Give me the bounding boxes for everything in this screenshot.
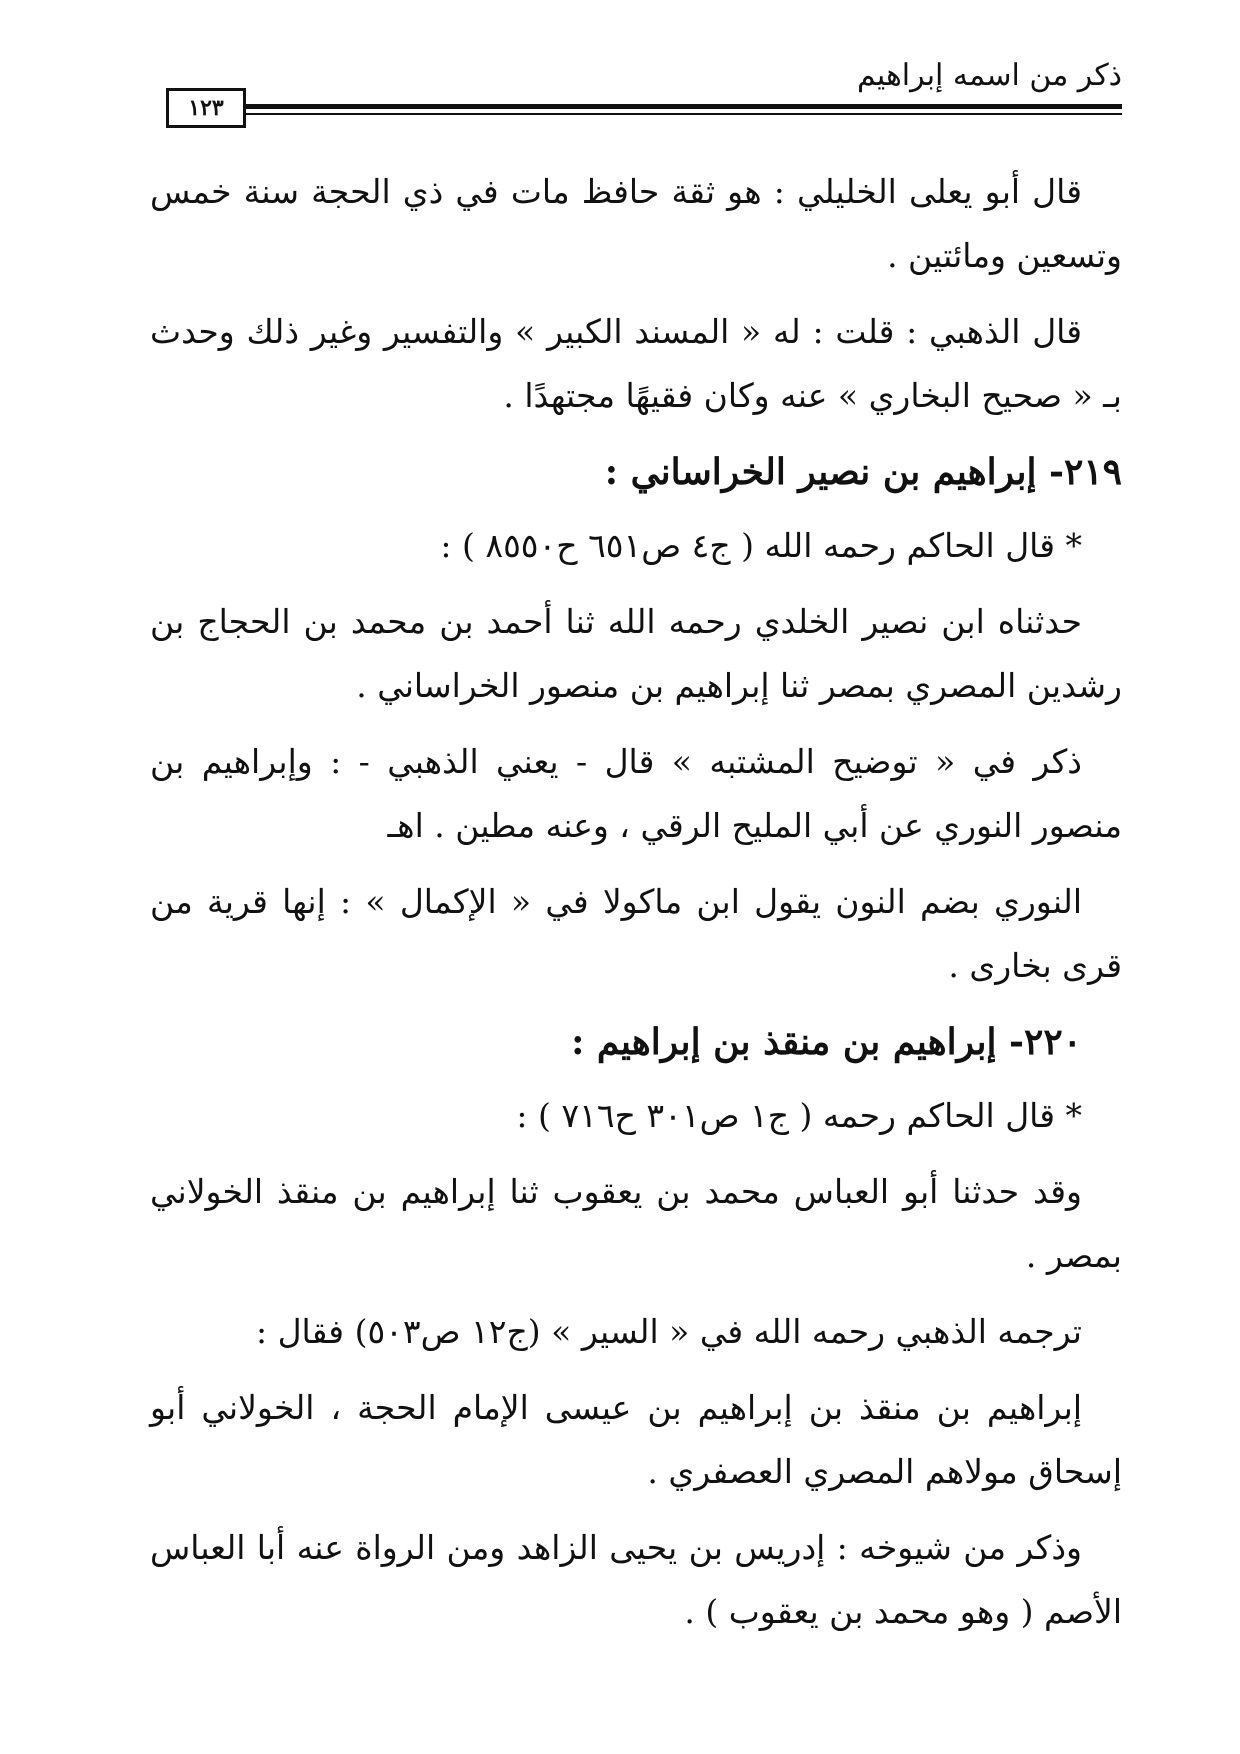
paragraph-tawdih: ذكر في « توضيح المشتبه » قال - يعني الذهبي - : وإبراهيم بن منصور النوري عن أبي المليح الرقي ، وعنه مطين . اهـ — [150, 742, 1122, 845]
entry-heading-220: ٢٢٠- إبراهيم بن منقذ بن إبراهيم : — [571, 1021, 1082, 1063]
paragraph-siyar: ترجمه الذهبي رحمه الله في « السير » (ج١٢ ص٥٠٣) فقال : — [255, 1312, 1082, 1351]
paragraph-isnad-220: وقد حدثنا أبو العباس محمد بن يعقوب ثنا إبراهيم بن منقذ الخولاني بمصر . — [150, 1172, 1122, 1275]
paragraph-biography: إبراهيم بن منقذ بن إبراهيم بن عيسى الإمام الحجة ، الخولاني أبو إسحاق مولاهم المصري العصفري . — [150, 1388, 1122, 1491]
page-number: ١٢٣ — [166, 88, 246, 128]
paragraph-isnad-219: حدثناه ابن نصير الخلدي رحمه الله ثنا أحمد بن محمد بن الحجاج بن رشدين المصري بمصر ثنا إبراهيم بن منصور الخراساني . — [150, 602, 1122, 705]
paragraph-khalili: قال أبو يعلى الخليلي : هو ثقة حافظ مات في ذي الحجة سنة خمس وتسعين ومائتين . — [150, 172, 1122, 275]
paragraph-hakim-reference-219: * قال الحاكم رحمه الله ( ج٤ ص٦٥١ ح٨٥٥٠ ) : — [440, 526, 1082, 565]
page-body — [150, 160, 1122, 1656]
entry-heading-219: ٢١٩- إبراهيم بن نصير الخراساني : — [604, 451, 1122, 493]
paragraph-shuyukh: وذكر من شيوخه : إدريس بن يحيى الزاهد ومن الرواة عنه أبا العباس الأصم ( وهو محمد بن يعقوب ) . — [150, 1528, 1122, 1631]
paragraph-hakim-reference-220: * قال الحاكم رحمه ( ج١ ص٣٠١ ح٧١٦ ) : — [516, 1096, 1082, 1135]
header-rule-thin — [246, 113, 1122, 115]
paragraph-dhahabi-note: قال الذهبي : قلت : له « المسند الكبير » والتفسير وغير ذلك وحدث بـ « صحيح البخاري » عنه وكان فقيهًا مجتهدًا . — [150, 312, 1122, 415]
paragraph-nuri: النوري بضم النون يقول ابن ماكولا في « الإكمال » : إنها قرية من قرى بخارى . — [150, 882, 1122, 985]
header-rule-thick — [246, 104, 1122, 109]
running-header-title: ذكر من اسمه إبراهيم — [856, 58, 1122, 93]
